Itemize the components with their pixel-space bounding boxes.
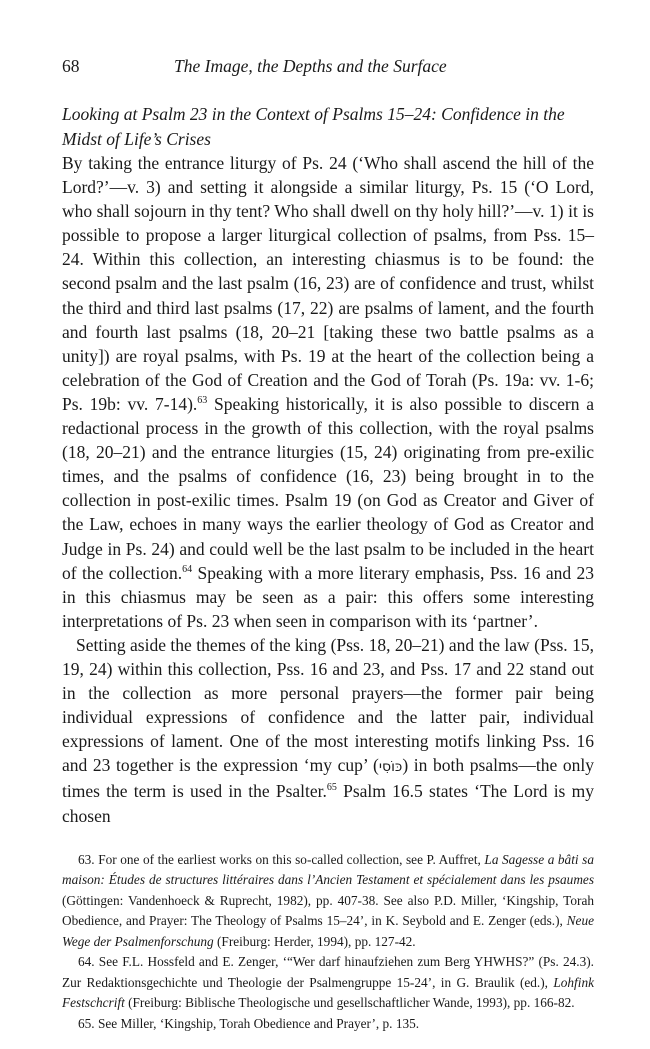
footnote-text: (Freiburg: Herder, 1994), pp. 127-42. bbox=[213, 933, 416, 949]
footnote-title: Lohfink Festschcrift bbox=[62, 974, 594, 1011]
hebrew-word: כּוֹסִי bbox=[378, 759, 403, 776]
footnotes bbox=[62, 850, 594, 1035]
footnote-ref-64: 64 bbox=[182, 563, 193, 575]
paragraph-1 bbox=[62, 151, 594, 633]
footnote-number: 63. bbox=[78, 851, 95, 867]
footnote-number: 64. bbox=[78, 954, 95, 970]
footnote-ref-63: 63 bbox=[197, 395, 208, 407]
paragraph-2 bbox=[62, 633, 594, 828]
page-header bbox=[62, 52, 594, 80]
footnote-text: See F.L. Hossfeld and E. Zenger, ‘“Wer darf hinaufziehen zum Berg YHWHS?” (Ps. 24.3). Zur Redaktionsgechichte und Theologie der Psalmengruppe 15-24’, in G. Braulik (ed.), bbox=[62, 954, 594, 990]
paragraph-2-text-c: Psalm 16.5 states ‘The Lord is my chosen bbox=[62, 781, 594, 826]
footnote-title: Neue Wege der Psalmenforschung bbox=[62, 913, 594, 949]
section-heading: Looking at Psalm 23 in the Context of Psalms 15–24: Confidence in the Midst of Life’s Crises bbox=[62, 104, 565, 149]
footnote-text: (Göttingen: Vandenhoeck & Ruprecht, 1982), pp. 407-38. See also P.D. Miller, ‘Kingship, Torah Obedience, and Prayer: The Theology of Psalms 15–24’, in K. Seybold and E. Zenger (eds.), bbox=[62, 892, 594, 929]
footnote-64 bbox=[62, 952, 594, 1014]
footnote-title: La Sagesse a bâti sa maison: Études de structures littéraires dans l’Ancien Testament et spécialement dans les psaumes bbox=[62, 851, 594, 888]
paragraph-2-text-a: Setting aside the themes of the king (Pss. 18, 20–21) and the law (Pss. 15, 19, 24) within this collection, Pss. 16 and 23, and Pss. 17 and 22 stand out in the collection as more personal prayers—the former pair being individual expressions of confidence and the latter pair, individual expressions of lament. One of the most interesting motifs linking Pss. 16 and 23 together is the expression ‘my cup’ ( bbox=[62, 634, 594, 776]
footnote-text: See Miller, ‘Kingship, Torah Obedience and Prayer’, p. 135. bbox=[94, 1015, 420, 1031]
footnote-text: (Freiburg: Biblische Theologische und gesellschaftlicher Wande, 1993), pp. 166-82. bbox=[124, 995, 575, 1011]
footnote-number: 65. bbox=[78, 1015, 95, 1031]
body-text bbox=[62, 151, 594, 828]
footnote-text: For one of the earliest works on this so-called collection, see P. Auffret, bbox=[94, 851, 485, 867]
paragraph-1-text-b: Speaking historically, it is also possible to discern a redactional process in the growth of this collection, with the royal psalms (18, 20–21) and the entrance liturgies (15, 24) originating from pre-exilic times, and the psalms of confidence (16, 23) being brought in to the collection in post-exilic times. Psalm 19 (on God as Creator and Giver of the Law, echoes in many ways the earlier theology of God as Creator and Judge in Ps. 24) and could well be the last psalm to be included in the heart of the collection. bbox=[62, 393, 594, 583]
paragraph-2-text-b: ) in both psalms—the only times the term is used in the Psalter. bbox=[62, 755, 594, 802]
footnote-65 bbox=[62, 1014, 594, 1035]
paragraph-1-text-c: Speaking with a more literary emphasis, Pss. 16 and 23 in this chiasmus may be seen as a pair: this offers some interesting interpretations of Ps. 23 when seen in comparison with its ‘partner’. bbox=[62, 562, 594, 631]
running-title: The Image, the Depths and the Surface bbox=[174, 56, 447, 76]
paragraph-1-text-a: By taking the entrance liturgy of Ps. 24 (‘Who shall ascend the hill of the Lord?’—v. 3) and setting it alongside a similar liturgy, Ps. 15 (‘O Lord, who shall sojourn in thy tent? Who shall dwell on thy holy hill?’—v. 1) it is possible to propose a larger liturgical collection of psalms, from Pss. 15–24. Within this collection, an interesting chiasmus is to be found: the second psalm and the last psalm (16, 23) are of confidence and trust, whilst the third and third last psalms (17, 22) are psalms of lament, and the fourth and fourth last psalms (18, 20–21 [taking these two battle psalms as a unity]) are royal psalms, with Ps. 19 at the heart of the collection being a celebration of the God of Creation and the God of Torah (Ps. 19a: vv. 1-6; Ps. 19b: vv. 7-14). bbox=[62, 153, 594, 414]
page-number: 68 bbox=[62, 56, 80, 76]
book-page bbox=[62, 52, 594, 1034]
footnote-ref-65: 65 bbox=[326, 782, 337, 794]
footnote-63 bbox=[62, 850, 594, 953]
